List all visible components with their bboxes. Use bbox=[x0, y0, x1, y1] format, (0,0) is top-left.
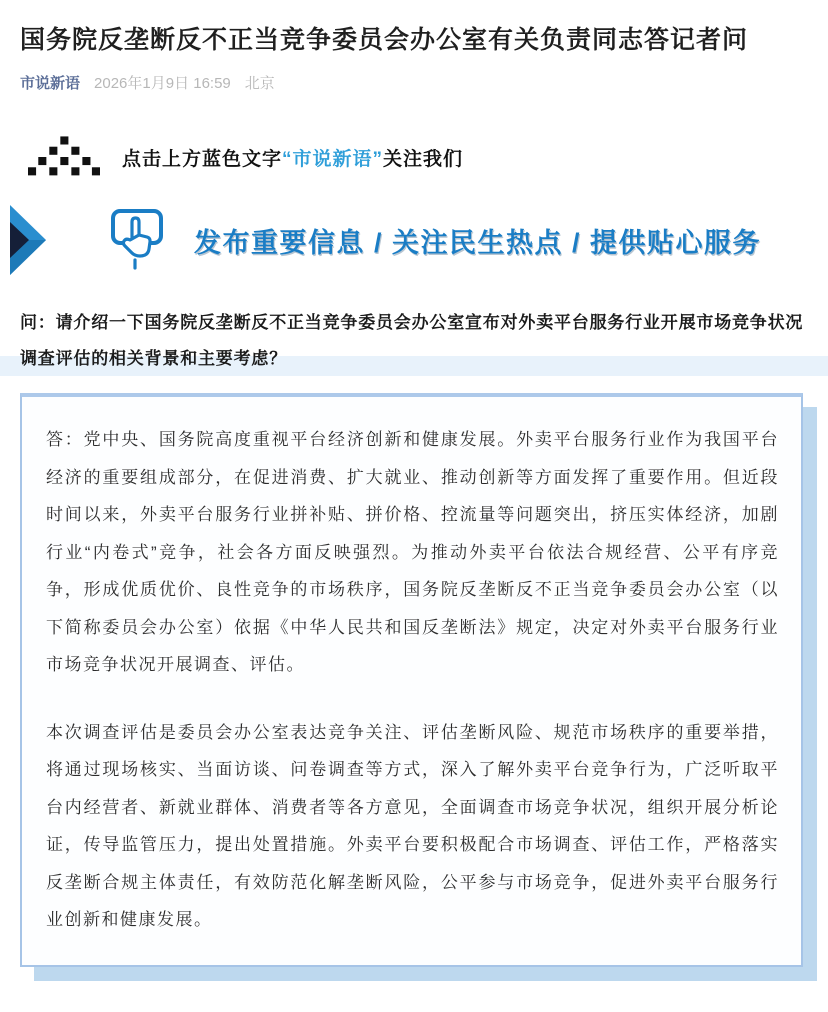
question-block bbox=[20, 305, 808, 377]
publish-location: 北京 bbox=[244, 75, 275, 92]
article-page bbox=[0, 22, 828, 1012]
page-title: 国务院反垄断反不正当竞争委员会办公室有关负责同志答记者问 bbox=[20, 26, 749, 54]
answer-paragraph: 本次调查评估是委员会办公室表达竞争关注、评估垄断风险、规范市场秩序的重要举措，将通过现场核实、当面访谈、问卷调查等方式，深入了解外卖平台竞争行为，广泛听取平台内经营者、新就业群体、消费者等各方意见，全面调查市场竞争状况，组织开展分析论证，传导监管压力，提出处置措施。外卖平台要积极配合市场调查、评估工作，严格落实反垄断合规主体责任，有效防范化解垄断风险，公平参与市场竞争，促进外卖平台服务行业创新和健康发展。 bbox=[46, 722, 779, 929]
follow-text bbox=[122, 144, 463, 171]
article-meta bbox=[20, 72, 808, 93]
hand-click-icon bbox=[110, 208, 166, 272]
follow-banner bbox=[28, 129, 828, 185]
publish-date: 2026年1月9日 16:59 bbox=[94, 75, 231, 92]
follow-account-highlight: “市说新语” bbox=[282, 148, 384, 170]
account-name-link[interactable]: 市说新语 bbox=[20, 75, 81, 92]
answer-box bbox=[20, 393, 803, 967]
question-text: 问：请介绍一下国务院反垄断反不正当竞争委员会办公室宣布对外卖平台服务行业开展市场竞争状况调查评估的相关背景和主要考虑？ bbox=[20, 313, 804, 368]
follow-text-suffix: 关注我们 bbox=[383, 148, 464, 170]
chevron-right-icon bbox=[8, 203, 48, 277]
follow-text-prefix: 点击上方蓝色文字 bbox=[122, 148, 283, 170]
answer-paragraph: 答：党中央、国务院高度重视平台经济创新和健康发展。外卖平台服务行业作为我国平台经济的重要组成部分，在促进消费、扩大就业、推动创新等方面发挥了重要作用。但近段时间以来，外卖平台服务行业拼补贴、拼价格、控流量等问题突出，挤压实体经济，加剧行业“内卷式”竞争，社会各方面反映强烈。为推动外卖平台依法合规经营、公平有序竞争，形成优质优价、良性竞争的市场秩序，国务院反垄断反不正当竞争委员会办公室（以下简称委员会办公室）依据《中华人民共和国反垄断法》规定，决定对外卖平台服务行业市场竞争状况开展调查、评估。 bbox=[46, 430, 779, 674]
slogan-banner bbox=[0, 201, 828, 279]
banner-slogan: 发布重要信息 / 关注民生热点 / 提供贴心服务 bbox=[194, 227, 762, 258]
pixel-up-arrow-icon bbox=[28, 129, 100, 185]
